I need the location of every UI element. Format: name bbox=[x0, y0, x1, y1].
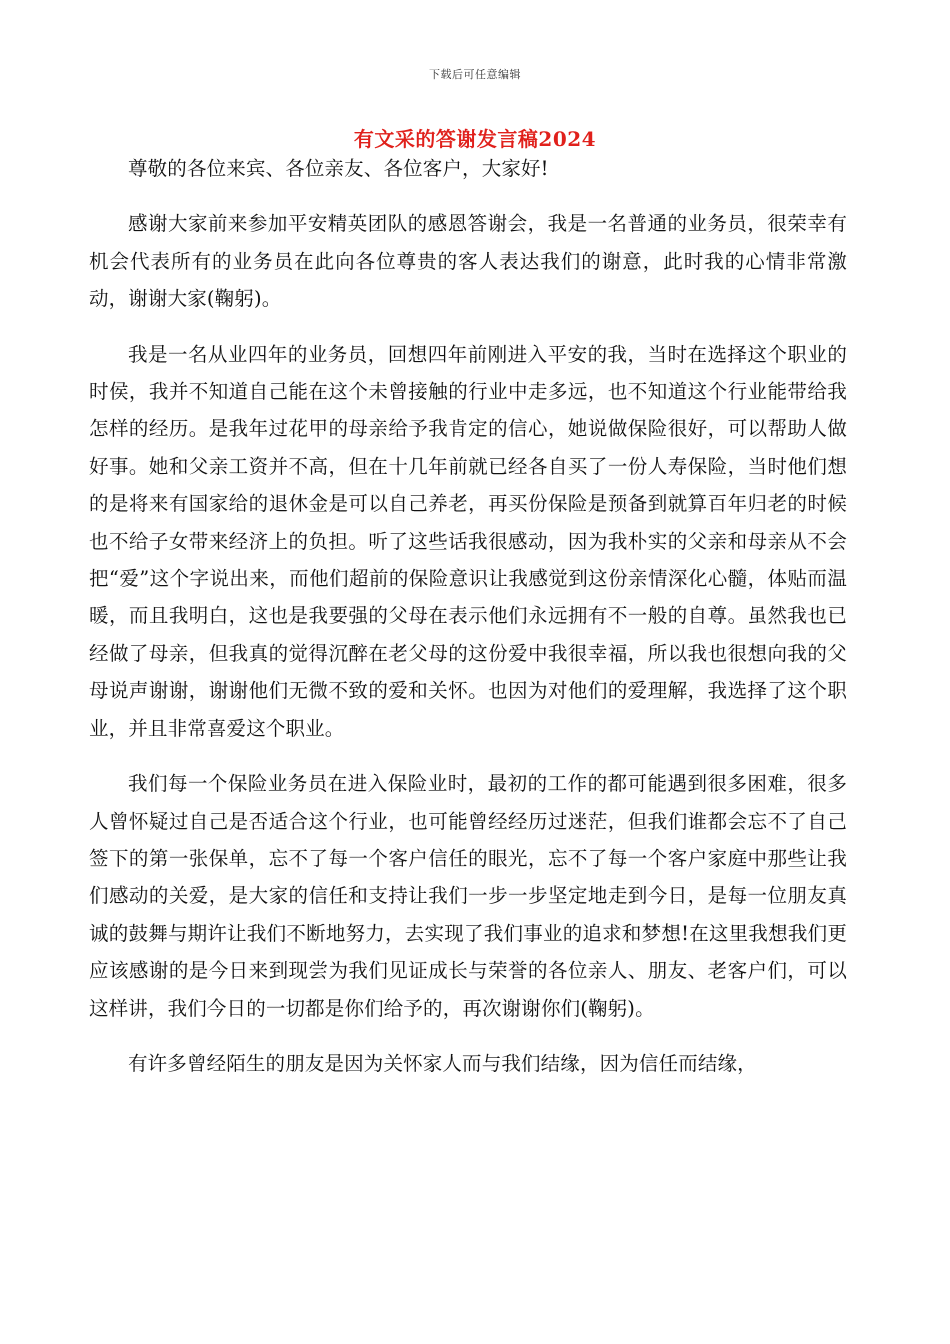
paragraph-thanks: 感谢大家前来参加平安精英团队的感恩答谢会，我是一名普通的业务员，很荣幸有机会代表所有的业务员在此向各位尊贵的客人表达我们的谢意，此时我的心情非常激动，谢谢大家(鞠躬)。 bbox=[89, 212, 847, 311]
paragraph-greeting: 尊敬的各位来宾、各位亲友、各位客户，大家好! bbox=[128, 157, 549, 180]
header-note: 下载后可任意编辑 bbox=[429, 68, 521, 81]
document-body bbox=[89, 150, 847, 1082]
paragraph-career-story: 我是一名从业四年的业务员，回想四年前刚进入平安的我，当时在选择这个职业的时侯，我并不知道自己能在这个未曾接触的行业中走多远，也不知道这个行业能带给我怎样的经历。是我年过花甲的母亲给予我肯定的信心，她说做保险很好，可以帮助人做好事。她和父亲工资并不高，但在十几年前就已经各自买了一份人寿保险，当时他们想的是将来有国家给的退休金是可以自己养老，再买份保险是预备到就算百年归老的时候也不给子女带来经济上的负担。听了这些话我很感动，因为我朴实的父亲和母亲从不会把“爱”这个字说出来，而他们超前的保险意识让我感觉到这份亲情深化心髓，体贴而温暖，而且我明白，这也是我要强的父母在表示他们永远拥有不一般的自尊。虽然我也已经做了母亲，但我真的觉得沉醉在老父母的这份爱中我很幸福，所以我也很想向我的父母说声谢谢，谢谢他们无微不致的爱和关怀。也因为对他们的爱理解，我选择了这个职业，并且非常喜爱这个职业。 bbox=[89, 342, 847, 740]
paragraph-gratitude: 我们每一个保险业务员在进入保险业时，最初的工作的都可能遇到很多困难，很多人曾怀疑过自己是否适合这个行业，也可能曾经经历过迷茫，但我们谁都会忘不了自己签下的第一张保单，忘不了每一个客户信任的眼光，忘不了每一个客户家庭中那些让我们感动的关爱，是大家的信任和支持让我们一步一步坚定地走到今日，是每一位朋友真诚的鼓舞与期许让我们不断地努力，去实现了我们事业的追求和梦想!在这里我想我们更应该感谢的是今日来到现尝为我们见证成长与荣誉的各位亲人、朋友、老客户们，可以这样讲，我们今日的一切都是你们给予的，再次谢谢你们(鞠躬)。 bbox=[89, 772, 847, 1020]
document-title: 有文采的答谢发言稿2024 bbox=[353, 127, 597, 151]
paragraph-friends: 有许多曾经陌生的朋友是因为关怀家人而与我们结缘，因为信任而结缘， bbox=[128, 1051, 757, 1075]
